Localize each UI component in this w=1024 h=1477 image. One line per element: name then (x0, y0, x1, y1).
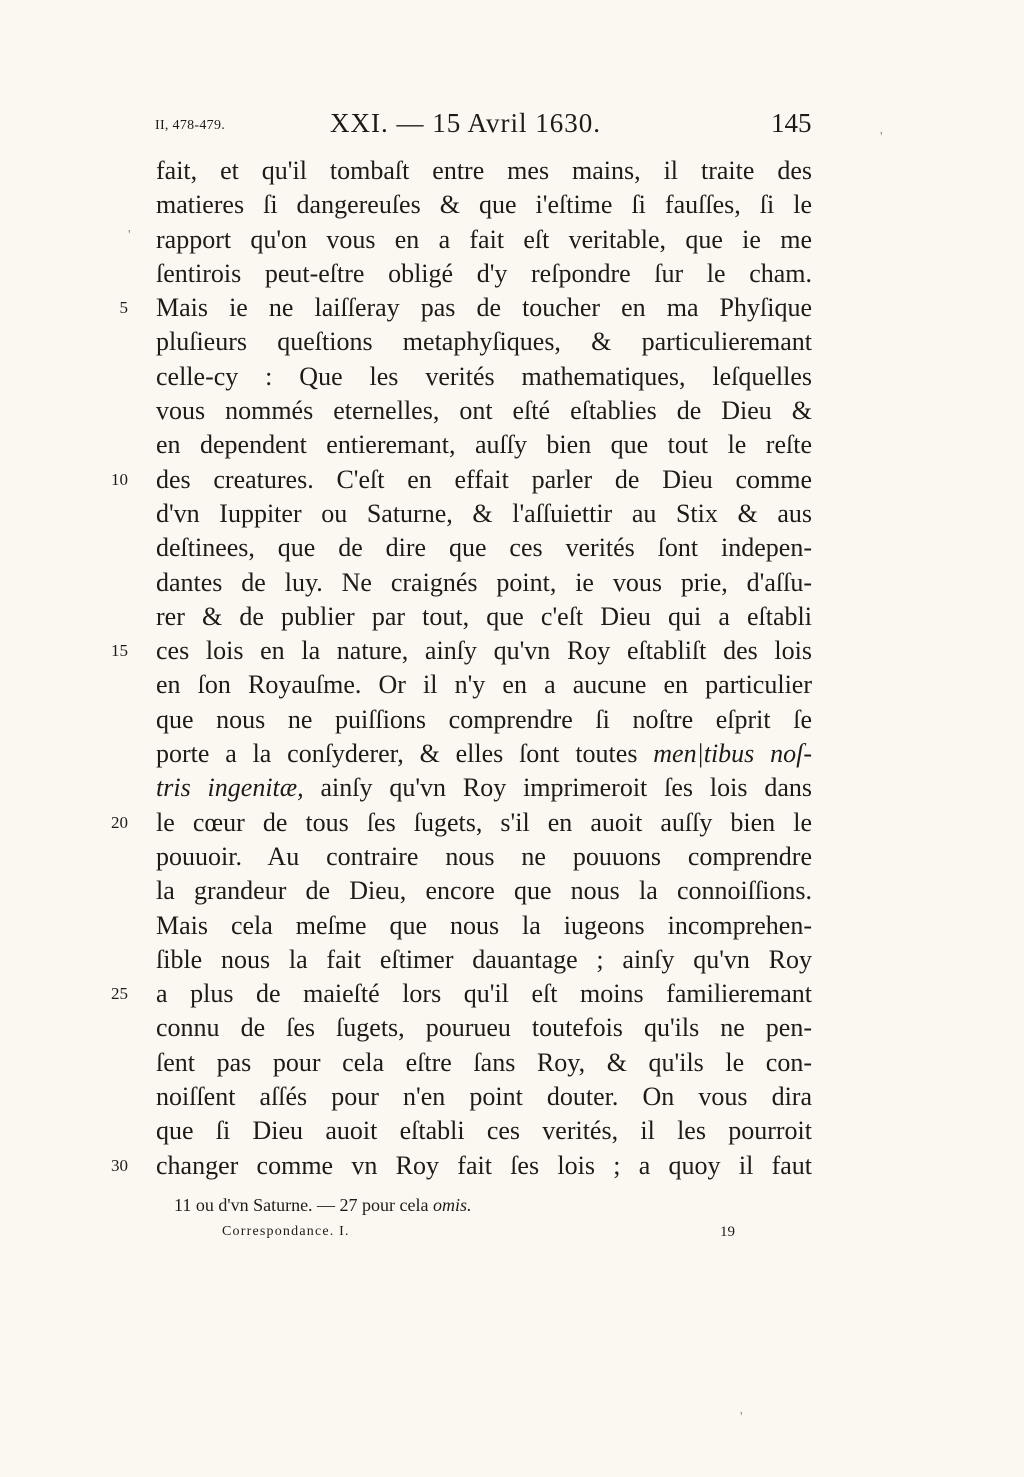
text-line (0, 360, 1024, 394)
line-text: fait, et qu'il tombaſt entre mes mains, il traite des (156, 156, 812, 185)
text-line (0, 428, 1024, 462)
text-line (0, 223, 1024, 257)
line-text: le cœur de tous ſes ſugets, s'il en auoit auſſy bien le (156, 807, 812, 837)
text-line (0, 463, 1024, 497)
text-line (0, 943, 1024, 977)
text-line (0, 325, 1024, 359)
text-line (0, 703, 1024, 737)
line-text: matieres ſi dangereuſes & que i'eſtime ſi fauſſes, ſi le (156, 190, 812, 220)
text-line (0, 531, 1024, 565)
line-text: ces lois en la nature, ainſy qu'vn Roy eſtabliſt des lois (156, 636, 812, 666)
text-line (0, 874, 1024, 908)
line-text: a plus de maieſté lors qu'il eſt moins familieremant (156, 979, 812, 1009)
line-text: ſentirois peut-eſtre obligé d'y reſpondre ſur le cham. (156, 258, 812, 288)
line-text: en ſon Royauſme. Or il n'y en a aucune en particulier (156, 670, 812, 700)
footnote-italic: omis. (433, 1195, 472, 1215)
text-line (0, 257, 1024, 291)
text-line (0, 188, 1024, 222)
line-text: d'vn Iuppiter ou Saturne, & l'aſſuiettir au Stix & aus (156, 498, 812, 528)
running-head-title: XXI. — 15 Avril 1630. (330, 108, 601, 138)
text-line (0, 1080, 1024, 1114)
paper-speck: ' (880, 130, 883, 145)
paper-speck: ' (740, 1410, 743, 1425)
text-line (0, 806, 1024, 840)
text-line (0, 634, 1024, 668)
line-text: ſent pas pour cela eſtre ſans Roy, & qu'ils le con- (156, 1047, 812, 1077)
line-text: tris ingenitæ, ainſy qu'vn Roy imprimeroit ſes lois dans (156, 773, 812, 803)
text-line (0, 1046, 1024, 1080)
line-text: vous nommés eternelles, ont eſté eſtablies de Dieu & (156, 396, 812, 426)
line-text: dantes de luy. Ne craignés point, ie vous prie, d'aſſu- (156, 567, 812, 597)
text-line (0, 977, 1024, 1011)
text-line (0, 668, 1024, 702)
line-number: 30 (111, 1155, 128, 1175)
line-text: Mais ie ne laiſſeray pas de toucher en ma Phyſique (156, 293, 812, 323)
line-number: 20 (111, 812, 128, 832)
signature-label: Correspondance. I. (222, 1224, 350, 1239)
running-head-reference: II, 478-479. (155, 118, 226, 133)
text-line (0, 1011, 1024, 1045)
running-head (0, 108, 1024, 148)
text-line (0, 1149, 1024, 1183)
line-text: deſtinees, que de dire que ces verités ſont indepen- (156, 533, 812, 563)
line-text: connu de ſes ſugets, pourueu toutefois qu'ils ne pen- (156, 1013, 812, 1043)
line-text: que nous ne puiſſions comprendre ſi noſtre eſprit ſe (156, 704, 812, 734)
line-number: 10 (111, 469, 128, 489)
line-text: celle-cy : Que les verités mathematiques, leſquelles (156, 361, 812, 391)
signature-number: 19 (720, 1224, 735, 1240)
line-text: rapport qu'on vous en a fait eſt veritable, que ie me (156, 224, 812, 254)
line-text: noiſſent aſſés pour n'en point douter. On vous dira (156, 1082, 812, 1112)
line-text: porte a la conſyderer, & elles ſont toutes men|tibus noſ- (156, 739, 812, 769)
text-line (0, 737, 1024, 771)
line-text: des creatures. C'eſt en effait parler de Dieu comme (156, 464, 812, 494)
line-text: rer & de publier par tout, que c'eſt Dieu qui a eſtabli (156, 601, 812, 631)
line-number: 5 (119, 298, 128, 318)
latin-italic: men|tibus noſ- (653, 739, 812, 769)
text-line (0, 497, 1024, 531)
page-number: 145 (771, 108, 812, 138)
footnote (174, 1195, 472, 1216)
line-text: ſible nous la fait eſtimer dauantage ; ainſy qu'vn Roy (156, 944, 812, 974)
text-line (0, 909, 1024, 943)
line-text: Mais cela meſme que nous la iugeons incomprehen- (156, 910, 812, 940)
text-line (0, 1114, 1024, 1148)
text-line (0, 394, 1024, 428)
text-line (0, 840, 1024, 874)
line-text: pluſieurs queſtions metaphyſiques, & particulieremant (156, 327, 812, 357)
line-number: 15 (111, 641, 128, 661)
text-line (0, 154, 1024, 188)
text-line (0, 291, 1024, 325)
latin-italic: tris ingenitæ, (156, 773, 304, 803)
text-line (0, 771, 1024, 805)
text-line (0, 566, 1024, 600)
line-text: la grandeur de Dieu, encore que nous la connoiſſions. (156, 876, 812, 906)
line-text: changer comme vn Roy fait ſes lois ; a quoy il faut (156, 1150, 812, 1180)
body-text (0, 154, 1024, 1183)
footnote-text: 11 ou d'vn Saturne. — 27 pour cela (174, 1195, 434, 1215)
line-text: en dependent entieremant, auſſy bien que tout le reſte (156, 430, 812, 460)
line-number: 25 (111, 984, 128, 1004)
text-line (0, 600, 1024, 634)
paper-speck: ' (128, 228, 131, 243)
line-text: pouuoir. Au contraire nous ne pouuons comprendre (156, 841, 812, 871)
line-text: que ſi Dieu auoit eſtabli ces verités, il les pourroit (156, 1116, 812, 1146)
